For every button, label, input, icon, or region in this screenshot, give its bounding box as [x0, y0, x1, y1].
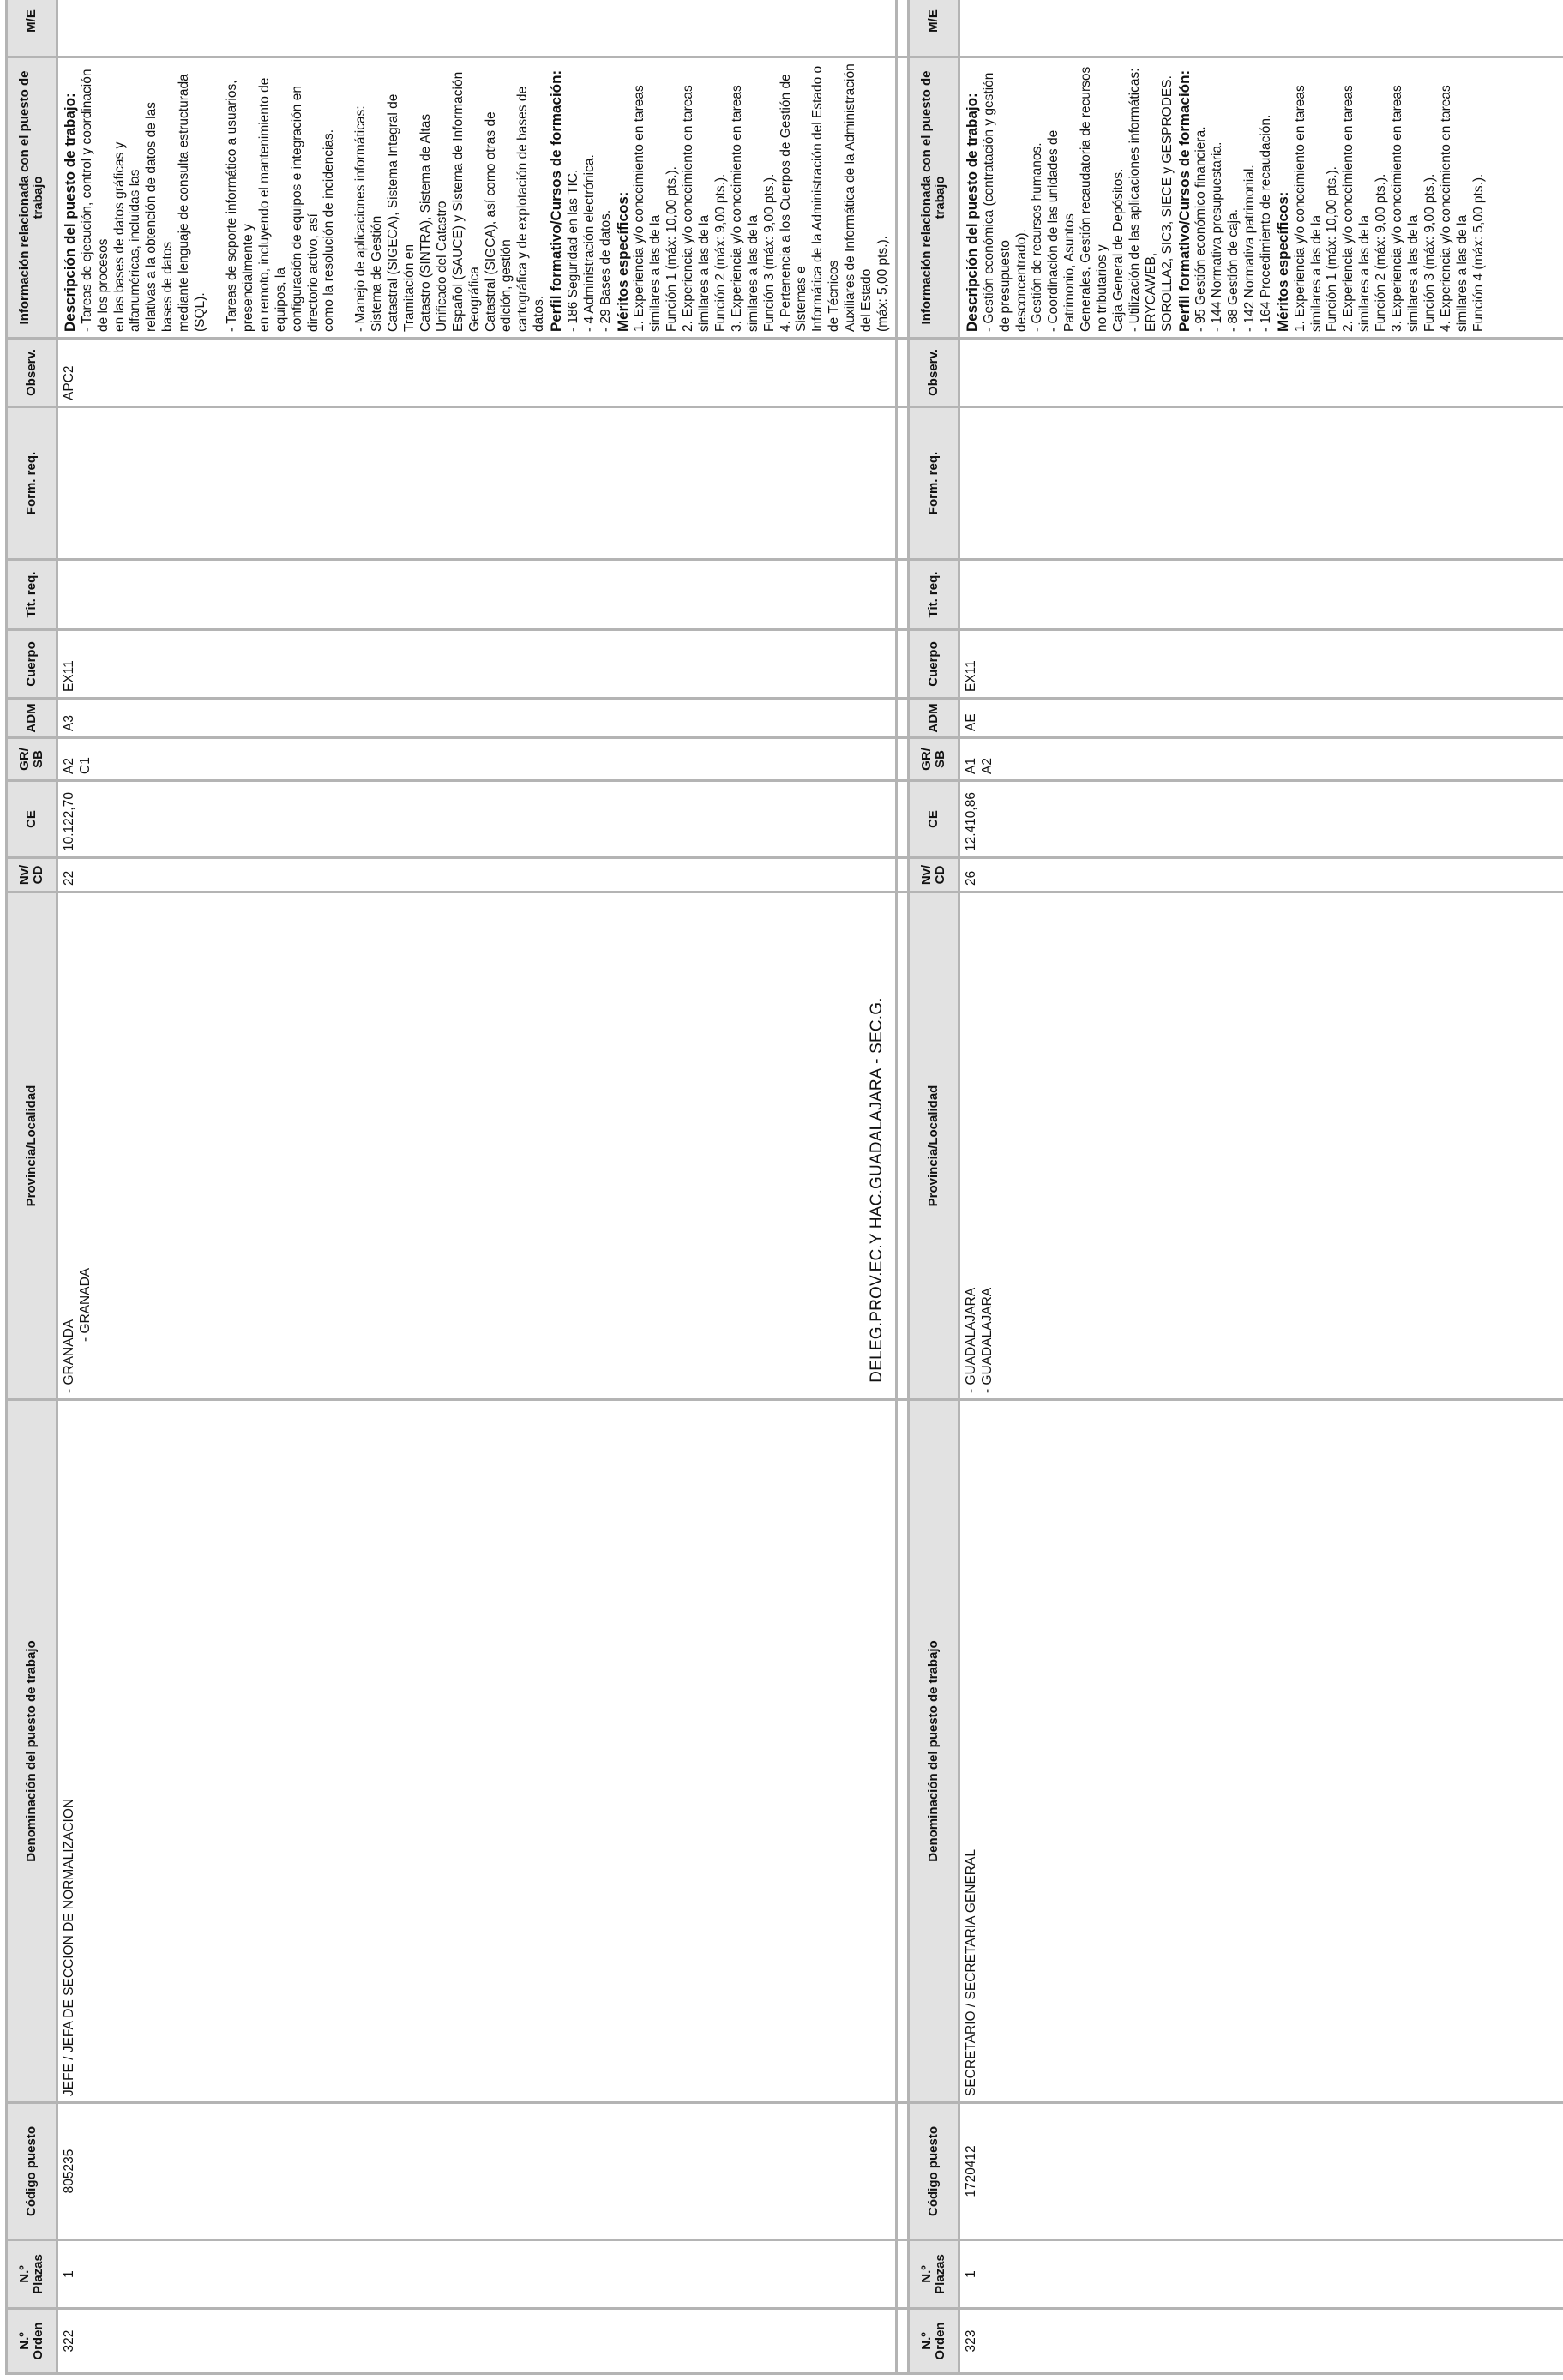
info-line: 4. Experiencia y/o conocimiento en tareas similares a las de la	[1438, 85, 1470, 332]
info-line: Español (SAUCE) y Sistema de Información Geográfica	[450, 71, 482, 332]
info-line: - 95 Gestión económico financiera.	[1193, 126, 1209, 332]
header-plazas: N.º Plazas	[7, 2240, 57, 2309]
info-line: - 142 Normativa patrimonial.	[1242, 165, 1258, 332]
info-line: - 186 Seguridad en las TIC.	[565, 169, 580, 332]
info-line: - 88 Gestión de caja.	[1226, 208, 1241, 332]
gr-line: C1	[77, 757, 93, 774]
header-info: Información relacionada con el puesto de trabajo	[7, 57, 57, 339]
header-me: M/E	[7, 0, 57, 57]
table-row	[57, 0, 897, 2374]
header-row	[909, 0, 959, 2374]
header-denominacion: Denominación del puesto de trabajo	[909, 1400, 959, 2103]
info-line: Función 3 (máx: 9,00 pts.).	[761, 173, 777, 332]
info-line: desconcentrado).	[1013, 229, 1029, 332]
info-line: - 164 Procedimiento de recaudación.	[1258, 114, 1273, 332]
cell-info	[57, 57, 897, 339]
info-line: como la resolución de incidencias.	[322, 129, 337, 332]
info-heading: Descripción del puesto de trabajo:	[964, 93, 980, 332]
info-line: Función 2 (máx: 9,00 pts.).	[712, 173, 728, 332]
info-line: cartográfica y de explotación de bases de datos.	[515, 86, 547, 332]
info-line: - 4 Administración electrónica.	[581, 154, 597, 332]
cell-tit	[959, 560, 1563, 630]
header-tit: Tit. req.	[7, 560, 57, 630]
info-line: 1. Experiencia y/o conocimiento en tareas similares a las de la	[1292, 85, 1324, 332]
cell-nv: 22	[57, 858, 897, 892]
header-gr: GR/ SB	[909, 738, 959, 781]
info-line: Informática de la Administración del Estado o de Técnicos	[810, 65, 842, 332]
info-line: Auxiliares de Informática de la Administración del Estado	[843, 63, 875, 332]
info-heading: Méritos específicos:	[614, 191, 631, 332]
cell-ce: 12.410,86	[959, 781, 1563, 858]
cell-orden: 322	[57, 2309, 897, 2374]
cell-denominacion: SECRETARIO / SECRETARIA GENERAL	[959, 1400, 1563, 2103]
header-codigo: Código puesto	[7, 2103, 57, 2240]
info-line: (máx: 5,00 pts.).	[875, 236, 890, 332]
header-cuerpo: Cuerpo	[7, 630, 57, 699]
cell-orden: 323	[959, 2309, 1563, 2374]
info-line: mediante lenguaje de consulta estructurada (SQL).	[177, 74, 208, 332]
info-heading: Perfil formativo/Cursos de formación:	[1175, 69, 1193, 332]
info-line: - Tareas de ejecución, control y coordinación de los procesos	[79, 69, 111, 332]
cell-ce: 10.122,70	[57, 781, 897, 858]
info-line: - Gestión económica (contratación y gestión de presupuesto	[981, 72, 1013, 332]
info-line: Función 1 (máx: 10,00 pts.).	[664, 166, 680, 332]
info-line: configuración de equipos e integración en directorio activo, así	[289, 86, 321, 332]
cell-observ	[959, 339, 1563, 407]
header-orden: N.º Orden	[909, 2309, 959, 2374]
header-gr: GR/ SB	[7, 738, 57, 781]
info-line: - 144 Normativa presupuestaria.	[1210, 141, 1225, 332]
info-line: 2. Experiencia y/o conocimiento en tareas similares a las de la	[681, 85, 712, 332]
info-line: Catastral (SIGCA), así como otras de edición, gestión	[483, 111, 514, 332]
cell-cuerpo: EX11	[57, 630, 897, 699]
info-line: 1. Experiencia y/o conocimiento en tareas similares a las de la	[632, 85, 664, 332]
header-provincia: Provincia/Localidad	[7, 892, 57, 1400]
job-table-322	[5, 0, 929, 2375]
cell-adm: A3	[57, 699, 897, 738]
info-heading: Descripción del puesto de trabajo:	[62, 93, 78, 332]
info-heading: Méritos específicos:	[1274, 191, 1291, 332]
header-ce: CE	[909, 781, 959, 858]
cell-me	[959, 0, 1563, 57]
gr-line: A2	[979, 758, 995, 774]
gr-line: A2	[62, 758, 76, 774]
info-line: 3. Experiencia y/o conocimiento en tareas similares a las de la	[1390, 85, 1421, 332]
cell-codigo: 805235	[57, 2103, 897, 2240]
info-line: - Coordinación de las unidades de Patrimonio, Asuntos	[1046, 129, 1078, 332]
cell-plazas: 1	[57, 2240, 897, 2309]
info-heading: Perfil formativo/Cursos de formación:	[548, 69, 565, 332]
info-line: Catastro (SINTRA), Sistema de Altas Unificado del Catastro	[418, 113, 449, 332]
cell-observ: APC2	[57, 339, 897, 407]
header-orden: N.º Orden	[7, 2309, 57, 2374]
provincia-line: - GUADALAJARA	[964, 1287, 978, 1393]
header-codigo: Código puesto	[909, 2103, 959, 2240]
header-adm: ADM	[909, 699, 959, 738]
info-line: - Utilización de las aplicaciones informáticas: ERYCAWEB,	[1127, 68, 1158, 332]
info-line: - Manejo de aplicaciones informáticas: Sistema de Gestión	[353, 105, 385, 332]
info-line: - 29 Bases de datos.	[598, 209, 613, 332]
provincia-line: - GRANADA	[77, 1267, 93, 1342]
section-caption: DELEG.PROV.EC.Y HAC.GUADALAJARA - SEC.G.	[868, 997, 886, 1383]
header-me: M/E	[909, 0, 959, 57]
table-row	[959, 0, 1563, 2374]
info-line: 4. Pertenencia a los Cuerpos de Gestión de Sistemas e	[778, 74, 809, 332]
info-line: Función 4 (máx: 5,00 pts.).	[1470, 173, 1486, 332]
header-observ: Observ.	[7, 339, 57, 407]
info-spacer	[338, 63, 353, 332]
info-line: Generales, Gestión recaudatoria de recursos no tributarios y	[1079, 66, 1110, 332]
info-line: Catastral (SIGECA), Sistema Integral de Tramitación en	[386, 93, 418, 332]
info-line: Función 1 (máx: 10,00 pts.).	[1325, 166, 1340, 332]
cell-me	[57, 0, 897, 57]
job-table-323	[907, 0, 1563, 2375]
header-form: Form. req.	[909, 407, 959, 560]
cell-denominacion: JEFE / JEFA DE SECCION DE NORMALIZACION	[57, 1400, 897, 2103]
cell-gr	[57, 738, 897, 781]
info-line: - Tareas de soporte informático a usuarios, presencialmente y	[224, 80, 255, 332]
header-nv: Nv/ CD	[7, 858, 57, 892]
cell-provincia	[959, 892, 1563, 1400]
cell-info	[959, 57, 1563, 339]
cell-nv: 26	[959, 858, 1563, 892]
header-ce: CE	[7, 781, 57, 858]
info-line: - Gestión de recursos humanos.	[1030, 142, 1045, 332]
header-info: Información relacionada con el puesto de trabajo	[909, 57, 959, 339]
info-line: SOROLLA2, SIC3, SIECE y GESPRODES.	[1159, 75, 1175, 332]
header-nv: Nv/ CD	[909, 858, 959, 892]
info-line: Función 3 (máx: 9,00 pts.).	[1422, 173, 1437, 332]
info-line: 3. Experiencia y/o conocimiento en tareas similares a las de la	[729, 85, 760, 332]
header-form: Form. req.	[7, 407, 57, 560]
provincia-line: - GUADALAJARA	[979, 1287, 995, 1393]
cell-codigo: 1720412	[959, 2103, 1563, 2240]
info-line: Caja General de Depósitos.	[1110, 168, 1126, 332]
info-line: en las bases de datos gráficas y alfanuméricas, incluidas las	[111, 141, 143, 332]
cell-form	[959, 407, 1563, 560]
cell-plazas: 1	[959, 2240, 1563, 2309]
cell-gr	[959, 738, 1563, 781]
info-line: en remoto, incluyendo el mantenimiento de equipos, la	[256, 77, 288, 332]
header-observ: Observ.	[909, 339, 959, 407]
cell-form	[57, 407, 897, 560]
provincia-line: - GRANADA	[62, 1319, 76, 1393]
cell-tit	[57, 560, 897, 630]
info-line: Función 2 (máx: 9,00 pts.).	[1374, 173, 1389, 332]
header-provincia: Provincia/Localidad	[909, 892, 959, 1400]
gr-line: A1	[964, 758, 978, 774]
header-plazas: N.º Plazas	[909, 2240, 959, 2309]
info-line: relativas a la obtención de datos de las bases de datos	[144, 102, 176, 332]
cell-adm: AE	[959, 699, 1563, 738]
header-tit: Tit. req.	[909, 560, 959, 630]
header-denominacion: Denominación del puesto de trabajo	[7, 1400, 57, 2103]
header-cuerpo: Cuerpo	[909, 630, 959, 699]
info-spacer	[209, 63, 225, 332]
info-line: 2. Experiencia y/o conocimiento en tareas similares a las de la	[1341, 85, 1373, 332]
header-adm: ADM	[7, 699, 57, 738]
cell-cuerpo: EX11	[959, 630, 1563, 699]
cell-provincia	[57, 892, 897, 1400]
header-row	[7, 0, 57, 2374]
